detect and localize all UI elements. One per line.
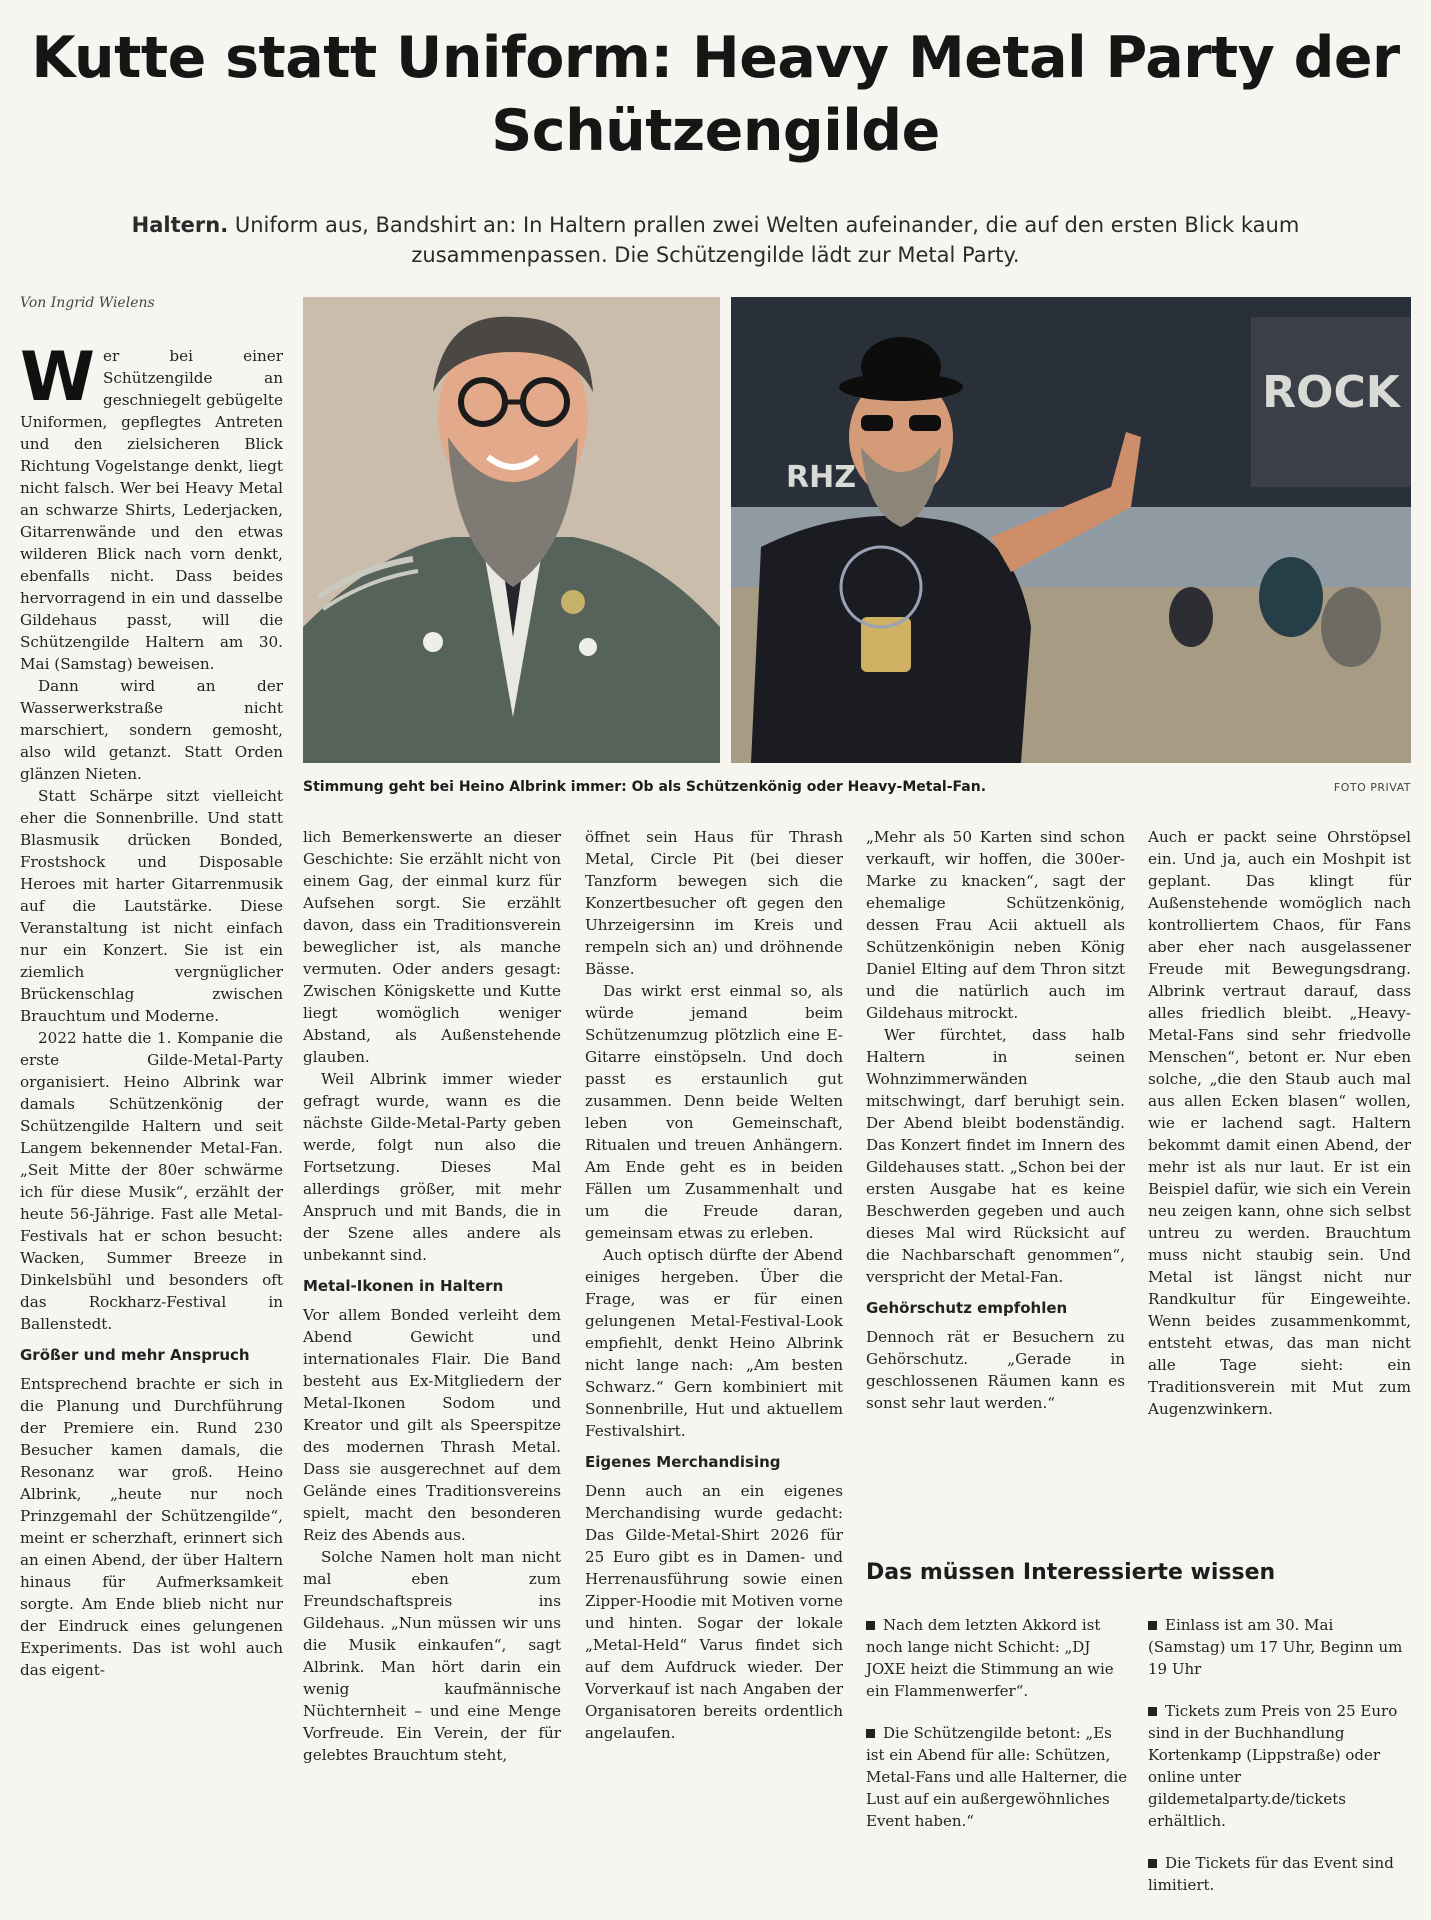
- article-column-4: [866, 826, 1125, 1414]
- paragraph-6: lich Bemerkenswerte an dieser Geschichte: Sie erzählt nicht von einem Gag, der einmal kurz für Aufsehen sorgt. Sie erzählt davon, dass ein Traditionsverein beweglicher ist, als manche vermuten. Oder anders gesagt: Zwischen Königskette und Kutte liegt womöglich weniger Abstand, als Außenstehende glauben.: [303, 828, 561, 1066]
- photo-portrait-uniform: [303, 297, 720, 763]
- festival-illustration: [731, 297, 1411, 763]
- infobox-item-text: Tickets zum Preis von 25 Euro sind in der Buchhandlung Kortenkamp (Lippstraße) oder online unter gildemetalparty.de/tickets erhältlich.: [1148, 1702, 1398, 1830]
- bullet-square-icon: [866, 1729, 875, 1738]
- portrait-illustration: [303, 297, 720, 763]
- byline: Von Ingrid Wielens: [20, 295, 155, 311]
- paragraph-9: Solche Namen holt man nicht mal eben zum Freundschaftspreis ins Gildehaus. „Nun müssen wir uns die Musik einkaufen“, sagt Albrink. Man hört darin ein wenig kaufmännische Nüchternheit – und eine Menge Vorfreude. Ein Verein, der für gelebtes Brauchtum steht,: [303, 1548, 561, 1764]
- paragraph-2: Dann wird an der Wasserwerkstraße nicht marschiert, sondern gemosht, also wild getanzt. Statt Orden glänzen Nieten.: [20, 677, 283, 783]
- bullet-square-icon: [866, 1621, 875, 1630]
- paragraph-15: Wer fürchtet, dass halb Haltern in seinen Wohnzimmerwänden mitschwingt, darf beruhigt sein. Der Abend bleibt bodenständig. Das Konzert findet im Innern des Gildehauses statt. „Schon bei der ersten Ausgabe hat es keine Beschwerden gegeben und auch dieses Mal wird Rücksicht auf die Nachbarschaft genommen“, verspricht der Metal-Fan.: [866, 1026, 1125, 1286]
- infobox-column-left: [866, 1614, 1131, 1852]
- paragraph-5: Entsprechend brachte er sich in die Planung und Durchführung der Premiere ein. Rund 230 Besucher kamen damals, die Resonanz war groß. Heino Albrink, „heute nur noch Prinzgemahl der Schützengilde“, meint er scherzhaft, erinnert sich an einen Abend, der über Haltern hinaus für Aufmerksamkeit sorgte. Am Ende blieb nicht nur der Eindruck eines gelungenen Experiments. Das ist wohl auch das eigent-: [20, 1375, 283, 1679]
- photo-caption: [303, 779, 1411, 795]
- infobox-item: [1148, 1700, 1411, 1832]
- paragraph-16: Dennoch rät er Besuchern zu Gehörschutz. „Gerade in geschlossenen Räumen kann es sonst sehr laut werden.“: [866, 1328, 1125, 1412]
- article-column-5: [1148, 826, 1411, 1420]
- photo-credit: FOTO PRIVAT: [1333, 781, 1411, 794]
- bullet-square-icon: [1148, 1621, 1157, 1630]
- bullet-square-icon: [1148, 1707, 1157, 1716]
- infobox-item: [866, 1614, 1131, 1702]
- subheading-2: Metal-Ikonen in Haltern: [303, 1277, 504, 1295]
- stage-banner-text: ROCK: [1262, 367, 1400, 418]
- paragraph-1: er bei einer Schützengilde an geschniegelt gebügelte Uniformen, gepflegtes Antreten und den zielsicheren Blick Richtung Vogelstange denkt, liegt nicht falsch. Wer bei Heavy Metal an schwarze Shirts, Lederjacken, Gitarrenwände und den etwas wilderen Blick nach vorn denkt, ebenfalls nicht. Dass beides hervorragend in ein und dasselbe Gildehaus passt, will die Schützengilde Haltern am 30. Mai (Samstag) beweisen.: [20, 347, 283, 673]
- infobox-column-right: [1148, 1614, 1411, 1916]
- article-column-1: [20, 338, 283, 1681]
- lead-text: Uniform aus, Bandshirt an: In Haltern prallen zwei Welten aufeinander, die auf den ersten Blick kaum zusammenpassen. Die Schützengilde lädt zur Metal Party.: [234, 213, 1300, 267]
- dropcap: W: [20, 338, 96, 417]
- infobox-item-text: Die Tickets für das Event sind limitiert.: [1148, 1854, 1394, 1894]
- caption-text: Stimmung geht bei Heino Albrink immer: Ob als Schützenkönig oder Heavy-Metal-Fan.: [303, 779, 987, 795]
- article-column-2: [303, 826, 561, 1766]
- paragraph-3: Statt Schärpe sitzt vielleicht eher die Sonnenbrille. Und statt Blasmusik drücken Bonded, Frostshock und Disposable Heroes mit harter Gitarrenmusik auf die Lautstärke. Diese Veranstaltung ist nicht einfach nur ein Konzert. Sie ist ein ziemlich vergnüglicher Brückenschlag zwischen Brauchtum und Moderne.: [20, 787, 283, 1025]
- infobox-item: [1148, 1852, 1411, 1896]
- infobox-item: [866, 1722, 1131, 1832]
- headline: Kutte statt Uniform: Heavy Metal Party der Schützengilde: [31, 25, 1400, 164]
- paragraph-14: „Mehr als 50 Karten sind schon verkauft, wir hoffen, die 300er-Marke zu knacken“, sagt der ehemalige Schützenkönig, dessen Frau Acii aktuell als Schützenkönigin neben König Daniel Elting auf dem Thron sitzt und die natürlich auch im Gildehaus mitrockt.: [866, 828, 1125, 1022]
- photo-festival: [731, 297, 1411, 763]
- lead-place: Haltern.: [131, 213, 229, 237]
- paragraph-13: Denn auch an ein eigenes Merchandising wurde gedacht: Das Gilde-Metal-Shirt 2026 für 25 Euro gibt es in Damen- und Herrenausführung sowie einen Zipper-Hoodie mit Motiven vorne und hinten. Sogar der lokale „Metal-Held“ Varus findet sich auf dem Aufdruck wieder. Der Vorverkauf ist nach Angaben der Organisatoren bereits ordentlich angelaufen.: [585, 1482, 843, 1742]
- paragraph-4: 2022 hatte die 1. Kompanie die erste Gilde-Metal-Party organisiert. Heino Albrink war damals Schützenkönig der Schützengilde Haltern und seit Langem bekennender Metal-Fan. „Seit Mitte der 80er schwärme ich für diese Musik“, erzählt der heute 56-Jährige. Fast alle Metal-Festivals hat er schon besucht: Wacken, Summer Breeze in Dinkelsbühl und besonders oft das Rockharz-Festival in Ballenstedt.: [20, 1029, 283, 1333]
- article-column-3: [585, 826, 843, 1744]
- paragraph-7: Weil Albrink immer wieder gefragt wurde, wann es die nächste Gilde-Metal-Party geben werde, folgt nun also die Fortsetzung. Dieses Mal allerdings größer, mit mehr Anspruch und mit Bands, die in der Szene alles andere als unbekannt sind.: [303, 1070, 561, 1264]
- subheading-4: Gehörschutz empfohlen: [866, 1299, 1068, 1317]
- paragraph-12: Auch optisch dürfte der Abend einiges hergeben. Über die Frage, was er für einen gelungenen Metal-Festival-Look empfiehlt, denkt Heino Albrink nicht lange nach: „Am besten Schwarz.“ Gern kombiniert mit Sonnenbrille, Hut und aktuellem Festivalshirt.: [585, 1246, 843, 1440]
- stage-side-text: RHZ: [786, 460, 856, 495]
- infobox-title: Das müssen Interessierte wissen: [866, 1560, 1276, 1585]
- paragraph-8: Vor allem Bonded verleiht dem Abend Gewicht und internationales Flair. Die Band besteht aus Ex-Mitgliedern der Metal-Ikonen Sodom und Kreator und gilt als Speerspitze des modernen Thrash Metal. Dass sie ausgerechnet auf dem Gelände eines Traditionsvereins spielt, macht den besonderen Reiz des Abends aus.: [303, 1306, 561, 1544]
- infobox-item-text: Nach dem letzten Akkord ist noch lange nicht Schicht: „DJ JOXE heizt die Stimmung an wie ein Flammenwerfer“.: [866, 1616, 1114, 1700]
- bullet-square-icon: [1148, 1859, 1157, 1868]
- lead-paragraph: [60, 210, 1371, 270]
- infobox-item: [1148, 1614, 1411, 1680]
- paragraph-10: öffnet sein Haus für Thrash Metal, Circle Pit (bei dieser Tanzform bewegen sich die Konzertbesucher oft gegen den Uhrzeigersinn im Kreis und rempeln sich an) und dröhnende Bässe.: [585, 828, 843, 978]
- infobox-item-text: Einlass ist am 30. Mai (Samstag) um 17 Uhr, Beginn um 19 Uhr: [1148, 1616, 1403, 1678]
- paragraph-17: Auch er packt seine Ohrstöpsel ein. Und ja, auch ein Moshpit ist geplant. Das klingt für Außenstehende womöglich nach kontrolliertem Chaos, für Fans aber eher nach ausgelassener Freude mit Bewegungsdrang. Albrink vertraut darauf, dass alles friedlich bleibt. „Heavy-Metal-Fans sind sehr friedvolle Menschen“, betont er. Nur eben solche, „die den Staub auch mal aus allen Ecken blasen“ wollen, wie er lachend sagt. Haltern bekommt damit einen Abend, der mehr ist als nur laut. Er ist ein Beispiel dafür, wie sich ein Verein neu zeigen kann, ohne sich selbst untreu zu werden. Brauchtum muss nicht staubig sein. Und Metal ist längst nicht nur Randkultur für Eingeweihte. Wenn beides zusammenkommt, entsteht etwas, das man nicht alle Tage sieht: ein Traditionsverein mit Mut zum Augenzwinkern.: [1148, 828, 1411, 1418]
- first-paragraph: [20, 338, 283, 675]
- subheading-1: Größer und mehr Anspruch: [20, 1346, 250, 1364]
- subheading-3: Eigenes Merchandising: [585, 1453, 781, 1471]
- infobox-item-text: Die Schützengilde betont: „Es ist ein Abend für alle: Schützen, Metal-Fans und alle Halterner, die Lust auf ein außergewöhnliches Event haben.“: [866, 1724, 1128, 1830]
- paragraph-11: Das wirkt erst einmal so, als würde jemand beim Schützenumzug plötzlich eine E-Gitarre einstöpseln. Und doch passt es erstaunlich gut zusammen. Denn beide Welten leben von Gemeinschaft, Ritualen und treuen Anhängern. Am Ende geht es in beiden Fällen um Zusammenhalt und um die Freude daran, gemeinsam etwas zu erleben.: [585, 982, 843, 1242]
